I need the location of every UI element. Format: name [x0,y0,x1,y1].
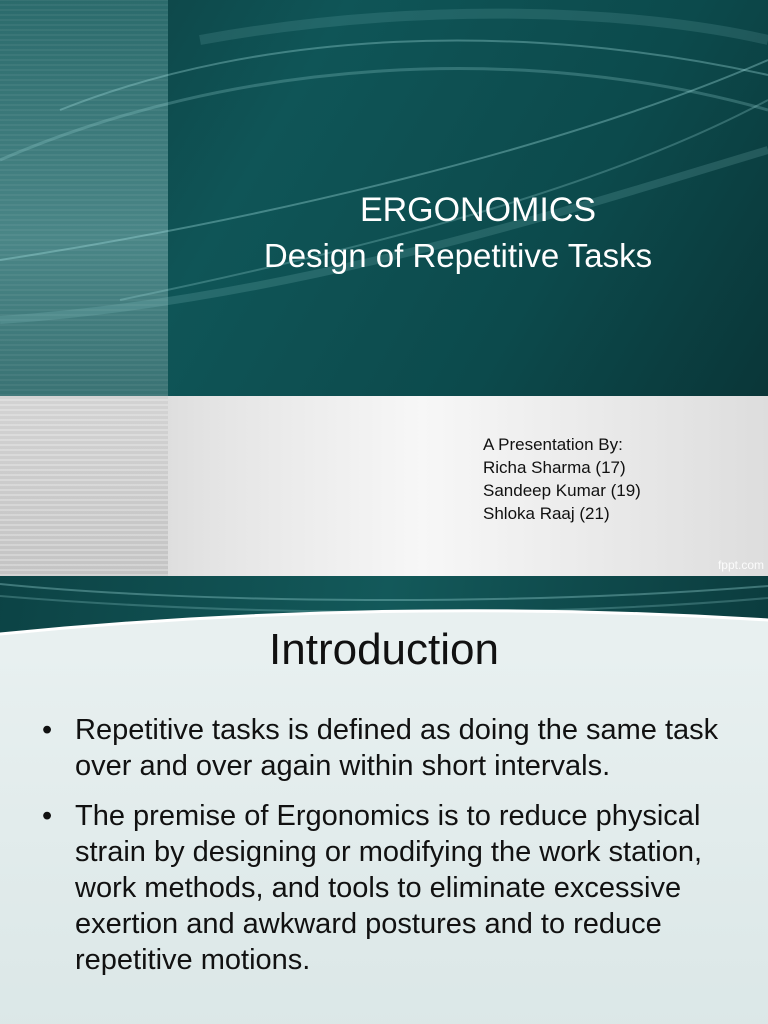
content-slide [0,576,768,1024]
title-block [168,190,768,278]
presenters-heading: A Presentation By: [483,435,623,454]
slide-heading: Introduction [269,625,499,674]
bullet-text: Repetitive tasks is defined as doing the same task over and over again within short intervals. [75,714,719,782]
presenter-name: Shloka Raaj (21) [483,504,610,523]
slide-title: ERGONOMICS [359,191,597,229]
bullet-item [42,798,742,978]
presenters-list [483,433,641,525]
bullet-item [42,712,742,784]
presenter-name: Sandeep Kumar (19) [483,481,641,500]
presenter-name: Richa Sharma (17) [483,458,626,477]
bullet-text: The premise of Ergonomics is to reduce physical strain by designing or modifying the work station, work methods, and tools to eliminate excessive exertion and awkward postures and to reduce repetitive motions. [75,800,703,976]
slide-subtitle: Design of Repetitive Tasks [263,237,653,274]
bullet-icon: • [42,714,53,746]
bullet-list [42,712,742,992]
watermark: fppt.com [717,558,764,572]
bullet-icon: • [42,800,53,832]
silver-texture-panel [0,396,168,576]
